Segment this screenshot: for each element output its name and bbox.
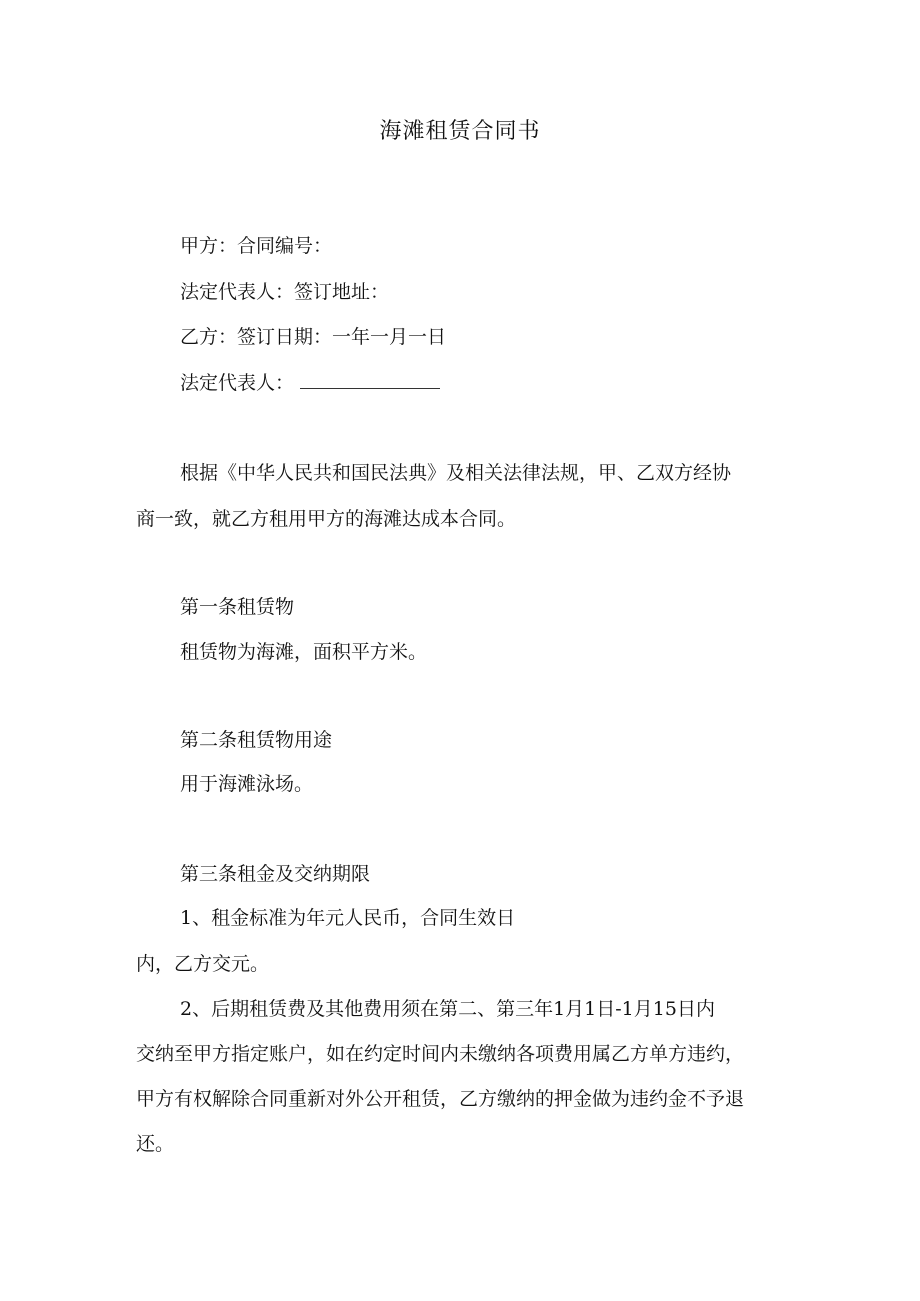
legal-rep-b-label: 法定代表人： <box>180 372 295 394</box>
article-1-body: 租赁物为海滩，面积平方米。 <box>180 641 428 663</box>
article-1-heading: 第一条租赁物 <box>180 596 295 618</box>
document-title: 海滩租赁合同书 <box>379 119 541 144</box>
legal-rep-a-line: 法定代表人：签订地址： <box>180 281 390 303</box>
article-3-item-2-line-2: 交纳至甲方指定账户，如在约定时间内未缴纳各项费用属乙方单方违约， <box>136 1043 745 1065</box>
article-3-item-1-line-1: 1、租金标准为年元人民币，合同生效日 <box>180 907 516 929</box>
preamble-line-1: 根据《中华人民共和国民法典》及相关法律法规，甲、乙双方经协 <box>180 462 732 484</box>
article-3-item-2-line-1: 2、后期租赁费及其他费用须在第二、第三年1月1日-1月15日内 <box>180 998 715 1020</box>
article-3-heading: 第三条租金及交纳期限 <box>180 863 371 885</box>
article-2-body: 用于海滩泳场。 <box>180 773 314 795</box>
party-b-line: 乙方：签订日期：一年一月一日 <box>180 326 447 348</box>
preamble-line-2: 商一致，就乙方租用甲方的海滩达成本合同。 <box>136 508 517 530</box>
article-3-item-1-line-2: 内，乙方交元。 <box>136 953 270 975</box>
legal-rep-b-line <box>180 370 440 396</box>
signature-blank <box>300 370 440 389</box>
article-3-item-2-line-4: 还。 <box>136 1133 175 1155</box>
article-3-item-2-line-3: 甲方有权解除合同重新对外公开租赁，乙方缴纳的押金做为违约金不予退 <box>136 1088 745 1110</box>
article-2-heading: 第二条租赁物用途 <box>180 729 333 751</box>
party-a-line: 甲方：合同编号： <box>180 235 333 257</box>
